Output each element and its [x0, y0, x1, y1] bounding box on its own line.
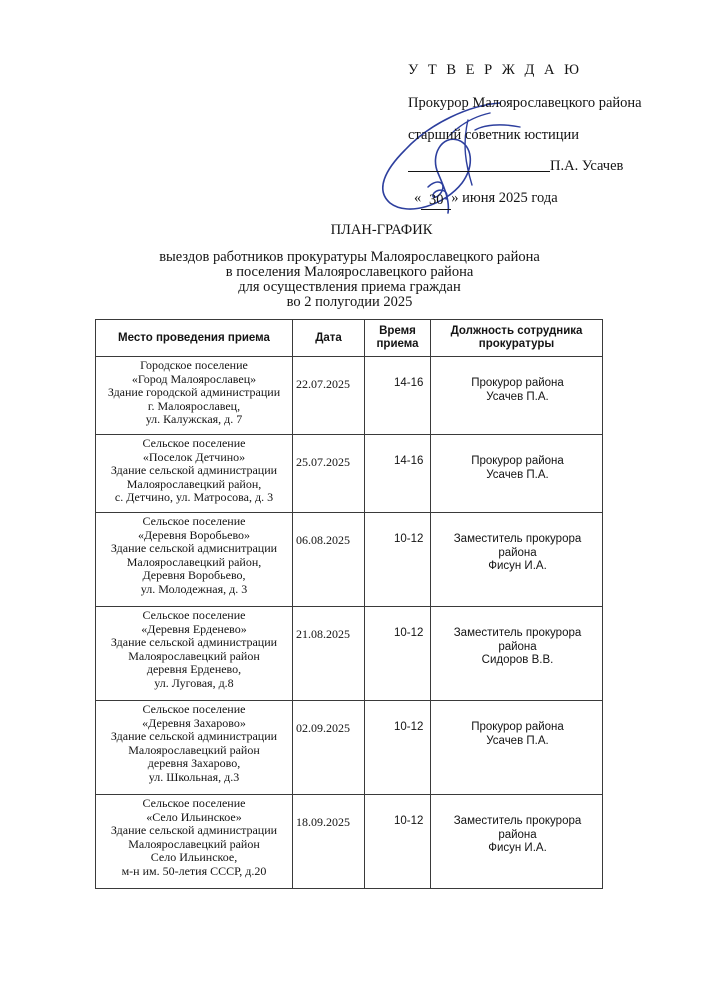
employee-line: Прокурор района [471, 721, 564, 733]
table-row [96, 513, 603, 607]
approver-name: П.А. Усачев [550, 158, 624, 174]
cell-time: 10-12 [365, 795, 431, 889]
employee-line: Заместитель прокурора района [453, 815, 582, 841]
place-line: ул. Луговая, д.8 [154, 676, 234, 690]
header-employee [431, 320, 603, 357]
cell-place [96, 513, 293, 607]
employee-line: Усачев П.А. [486, 734, 549, 747]
approval-date-rest: » июня 2025 года [451, 190, 558, 206]
cell-date: 06.08.2025 [293, 513, 365, 607]
place-line: Городское поселение [140, 359, 248, 372]
subtitle-line: выездов работников прокуратуры Малоярославецкого района [159, 249, 540, 265]
place-line: Здание городской администрации [107, 386, 281, 399]
cell-time: 14-16 [365, 435, 431, 513]
employee-line: Прокурор района [471, 455, 564, 467]
place-line: Сельское поселение [142, 609, 246, 622]
place-line: Сельское поселение [142, 437, 246, 450]
cell-date: 22.07.2025 [293, 357, 365, 435]
approval-date-open: « [414, 190, 422, 206]
employee-line: Заместитель прокурора района [453, 627, 582, 653]
place-line: «Поселок Детчино» [142, 450, 246, 464]
cell-place [96, 435, 293, 513]
table-row [96, 607, 603, 701]
approval-heading: У Т В Е Р Ж Д А Ю [408, 62, 582, 78]
approver-position: Прокурор Малоярославецкого района [408, 95, 642, 111]
place-line: Здание сельской администрации [110, 636, 278, 649]
employee-line: Усачев П.А. [486, 390, 549, 403]
employee-line: Усачев П.А. [486, 468, 549, 481]
cell-date: 02.09.2025 [293, 701, 365, 795]
place-line: деревня Ерденево, [146, 663, 242, 676]
place-line: ул. Калужская, д. 7 [145, 413, 243, 426]
place-line: «Город Малоярославец» [131, 372, 257, 386]
place-line: «Село Ильинское» [146, 810, 242, 824]
cell-date: 25.07.2025 [293, 435, 365, 513]
header-place: Место проведения приема [96, 320, 293, 357]
subtitle-line: во 2 полугодии 2025 [286, 294, 413, 310]
place-line: деревня Захарово, [147, 757, 241, 770]
header-employee-line: прокуратуры [478, 338, 555, 350]
document-subtitle [0, 250, 703, 310]
table-row [96, 357, 603, 435]
cell-employee [431, 795, 603, 889]
cell-date: 21.08.2025 [293, 607, 365, 701]
employee-line: Фисун И.А. [488, 842, 547, 854]
place-line: Малоярославецкий район, [126, 477, 262, 491]
place-line: с. Детчино, ул. Матросова, д. 3 [114, 491, 274, 504]
approval-day: 30 [421, 192, 451, 210]
cell-employee [431, 513, 603, 607]
cell-date: 18.09.2025 [293, 795, 365, 889]
place-line: «Деревня Ерденево» [141, 622, 247, 636]
header-time-line: Время [379, 325, 416, 337]
cell-employee [431, 357, 603, 435]
header-date: Дата [293, 320, 365, 357]
cell-time: 14-16 [365, 357, 431, 435]
employee-line: Фисун И.А. [488, 560, 547, 572]
cell-employee [431, 607, 603, 701]
header-employee-line: Должность сотрудника [450, 325, 583, 337]
place-line: Малоярославецкий район, [126, 555, 262, 569]
place-line: «Деревня Захарово» [142, 716, 246, 730]
table-header-row [96, 320, 603, 357]
place-line: Деревня Воробьево, [142, 569, 246, 582]
place-line: Здание сельской администрации [110, 464, 278, 477]
cell-place [96, 795, 293, 889]
employee-line: Сидоров В.В. [481, 654, 554, 666]
place-line: «Деревня Воробьево» [137, 528, 251, 542]
place-line: Здание сельской администрации [110, 730, 278, 743]
place-line: Здание сельской администрации [110, 824, 278, 837]
table-row [96, 795, 603, 889]
cell-place [96, 701, 293, 795]
place-line: ул. Школьная, д.3 [148, 770, 240, 784]
place-line: м-н им. 50-летия СССР, д.20 [121, 864, 267, 878]
place-line: Сельское поселение [142, 703, 246, 716]
header-time-line: приема [376, 338, 419, 350]
place-line: Сельское поселение [142, 797, 246, 810]
header-time [365, 320, 431, 357]
cell-employee [431, 435, 603, 513]
place-line: г. Малоярославец, [147, 399, 241, 413]
employee-line: Прокурор района [471, 377, 564, 389]
document-title: ПЛАН-ГРАФИК [330, 222, 433, 238]
schedule-table [95, 319, 603, 889]
subtitle-line: в поселения Малоярославецкого района [225, 264, 474, 280]
place-line: Малоярославецкий район [128, 837, 260, 851]
approver-signature-line [408, 158, 623, 175]
employee-line: Заместитель прокурора района [453, 533, 582, 559]
cell-place [96, 607, 293, 701]
place-line: Село Ильинское, [150, 851, 238, 864]
cell-place [96, 357, 293, 435]
place-line: Сельское поселение [142, 515, 246, 528]
place-line: Малоярославецкий район [128, 649, 260, 663]
approver-rank: старший советник юстиции [408, 127, 579, 143]
subtitle-line: для осуществления приема граждан [238, 279, 461, 295]
place-line: Здание сельской адмиснитрации [110, 542, 278, 555]
place-line: Малоярославецкий район [128, 743, 260, 757]
cell-time: 10-12 [365, 607, 431, 701]
table-row [96, 435, 603, 513]
place-line: ул. Молодежная, д. 3 [140, 582, 248, 596]
cell-employee [431, 701, 603, 795]
table-row [96, 701, 603, 795]
approval-date [414, 190, 558, 210]
cell-time: 10-12 [365, 701, 431, 795]
cell-time: 10-12 [365, 513, 431, 607]
signature-rule [408, 171, 550, 172]
